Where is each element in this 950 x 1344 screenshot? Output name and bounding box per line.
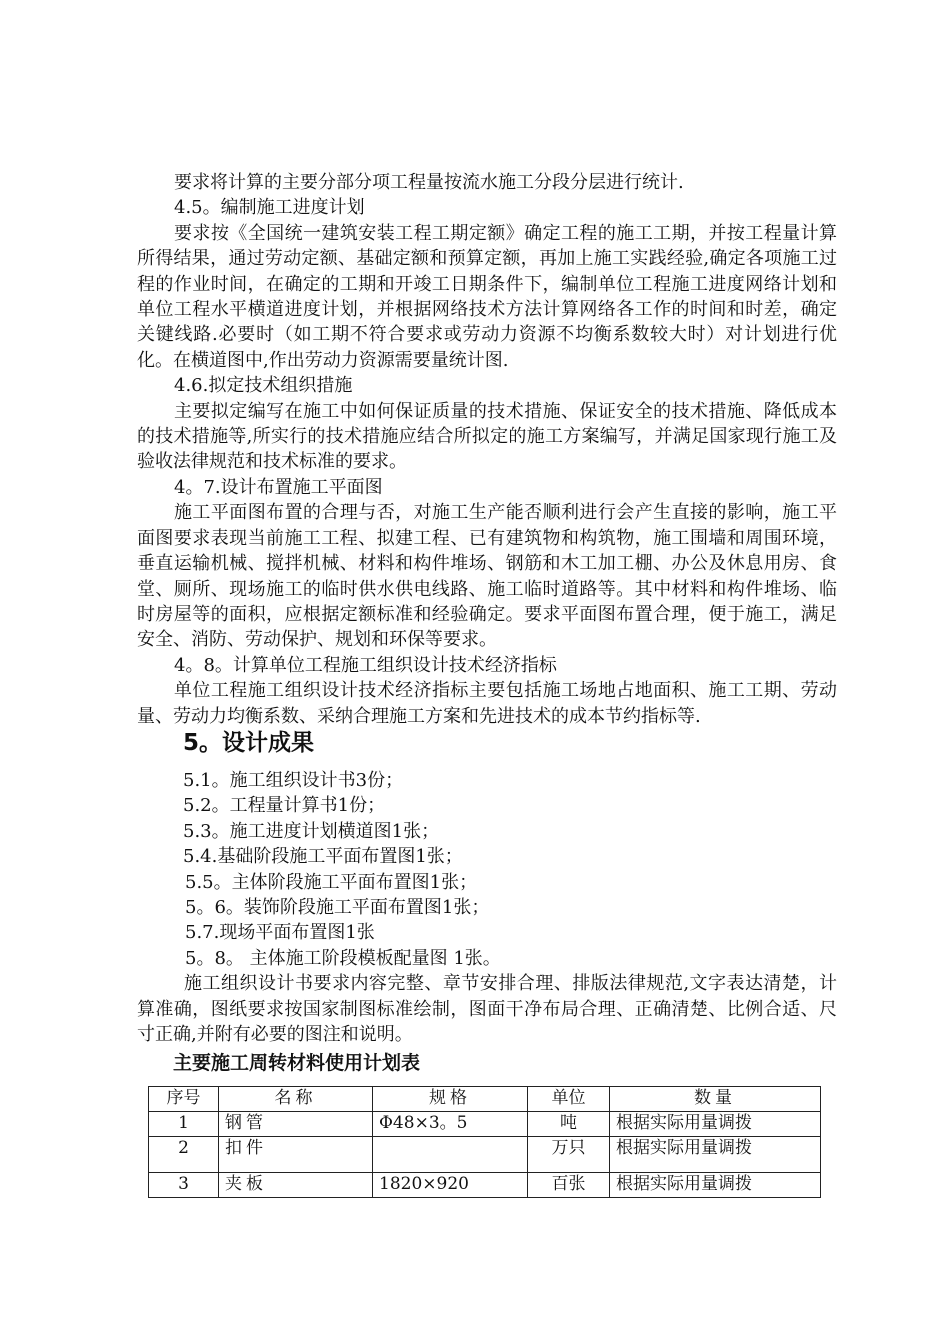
subheading-4-6: 4.6.拟定技术组织措施 [174,375,353,397]
cell-spec: 1820×920 [373,1173,528,1198]
header-cell-unit: 单位 [528,1087,610,1112]
cell-name: 钢管 [219,1112,373,1137]
list-item: 5。6。装饰阶段施工平面布置图1张； [185,897,490,919]
table-title: 主要施工周转材料使用计划表 [173,1052,421,1074]
table-row [149,1137,821,1173]
list-item: 5.5。主体阶段施工平面布置图1张； [185,871,478,893]
list-item: 5.2。工程量计算书1份； [183,795,386,817]
table-row [149,1112,821,1137]
cell-quantity: 根据实际用量调拨 [610,1112,821,1137]
table-header-row [149,1087,821,1112]
cell-index: 1 [149,1112,219,1137]
subheading-4-8: 4。8。计算单位工程施工组织设计技术经济指标 [174,654,557,676]
cell-name: 夹板 [219,1173,373,1198]
header-cell-spec: 规格 [373,1087,528,1112]
list-item: 5.7.现场平面布置图1张 [185,922,375,944]
cell-quantity: 根据实际用量调拨 [610,1137,821,1173]
paragraph: 单位工程施工组织设计技术经济指标主要包括施工场地占地面积、施工工期、劳动量、劳动力均衡系数、采纳合理施工方案和先进技术的成本节约指标等. [137,680,837,727]
list-item: 5.3。施工进度计划横道图1张； [183,820,440,842]
cell-unit: 万只 [528,1137,610,1173]
paragraph: 施工平面图布置的合理与否，对施工生产能否顺利进行会产生直接的影响，施工平面图要求表现当前施工工程、拟建工程、已有建筑物和构筑物，施工围墙和周围环境，垂直运输机械、搅拌机械、材料和构件堆场、钢筋和木工加工棚、办公及休息用房、食堂、厕所、现场施工的临时供水供电线路、施工临时道路等。其中材料和构件堆场、临时房屋等的面积，应根据定额标准和经验确定。要求平面图布置合理，便于施工，满足安全、消防、劳动保护、规划和环保等要求。 [137,502,837,651]
cell-index: 3 [149,1173,219,1198]
materials-table [148,1086,821,1198]
cell-unit: 百张 [528,1173,610,1198]
paragraph: 主要拟定编写在施工中如何保证质量的技术措施、保证安全的技术措施、降低成本的技术措施等,所实行的技术措施应结合所拟定的施工方案编写，并满足国家现行施工及验收法律规范和技术标准的要求。 [137,400,837,473]
table-row [149,1173,821,1198]
section5-heading: 5。设计成果 [183,730,315,756]
cell-quantity: 根据实际用量调拨 [610,1173,821,1198]
cell-unit: 吨 [528,1112,610,1137]
header-cell-quantity: 数量 [610,1087,821,1112]
section5-closing: 施工组织设计书要求内容完整、章节安排合理、排版法律规范,文字表达清楚，计算准确，图纸要求按国家制图标准绘制，图面干净布局合理、正确清楚、比例合适、尺寸正确,并附有必要的图注和说明。 [137,973,837,1046]
list-item: 5。8。 主体施工阶段模板配量图 1张。 [185,947,501,969]
cell-index: 2 [149,1137,219,1173]
cell-name: 扣件 [219,1137,373,1173]
section4-body [137,170,837,729]
list-item: 5.1。施工组织设计书3份； [183,770,404,791]
list-item: 5.4.基础阶段施工平面布置图1张； [183,846,463,868]
subheading-4-5: 4.5。编制施工进度计划 [174,197,365,219]
header-cell-index: 序号 [149,1087,219,1112]
cell-spec [373,1137,528,1173]
subheading-4-7: 4。7.设计布置施工平面图 [174,476,383,498]
header-cell-name: 名称 [219,1087,373,1112]
cell-spec: Φ48×3。5 [373,1112,528,1137]
paragraph: 要求将计算的主要分部分项工程量按流水施工分段分层进行统计. [174,172,684,193]
section5-list [137,768,837,1047]
paragraph: 要求按《全国统一建筑安装工程工期定额》确定工程的施工工期，并按工程量计算所得结果，通过劳动定额、基础定额和预算定额，再加上施工实践经验,确定各项施工过程的作业时间，在确定的工期和开竣工日期条件下，编制单位工程施工进度网络计划和单位工程水平横道进度计划，并根据网络技术方法计算网络各工作的时间和时差，确定关键线路.必要时（如工期不符合要求或劳动力资源不均衡系数较大时）对计划进行优化。在横道图中,作出劳动力资源需要量统计图. [137,222,837,371]
